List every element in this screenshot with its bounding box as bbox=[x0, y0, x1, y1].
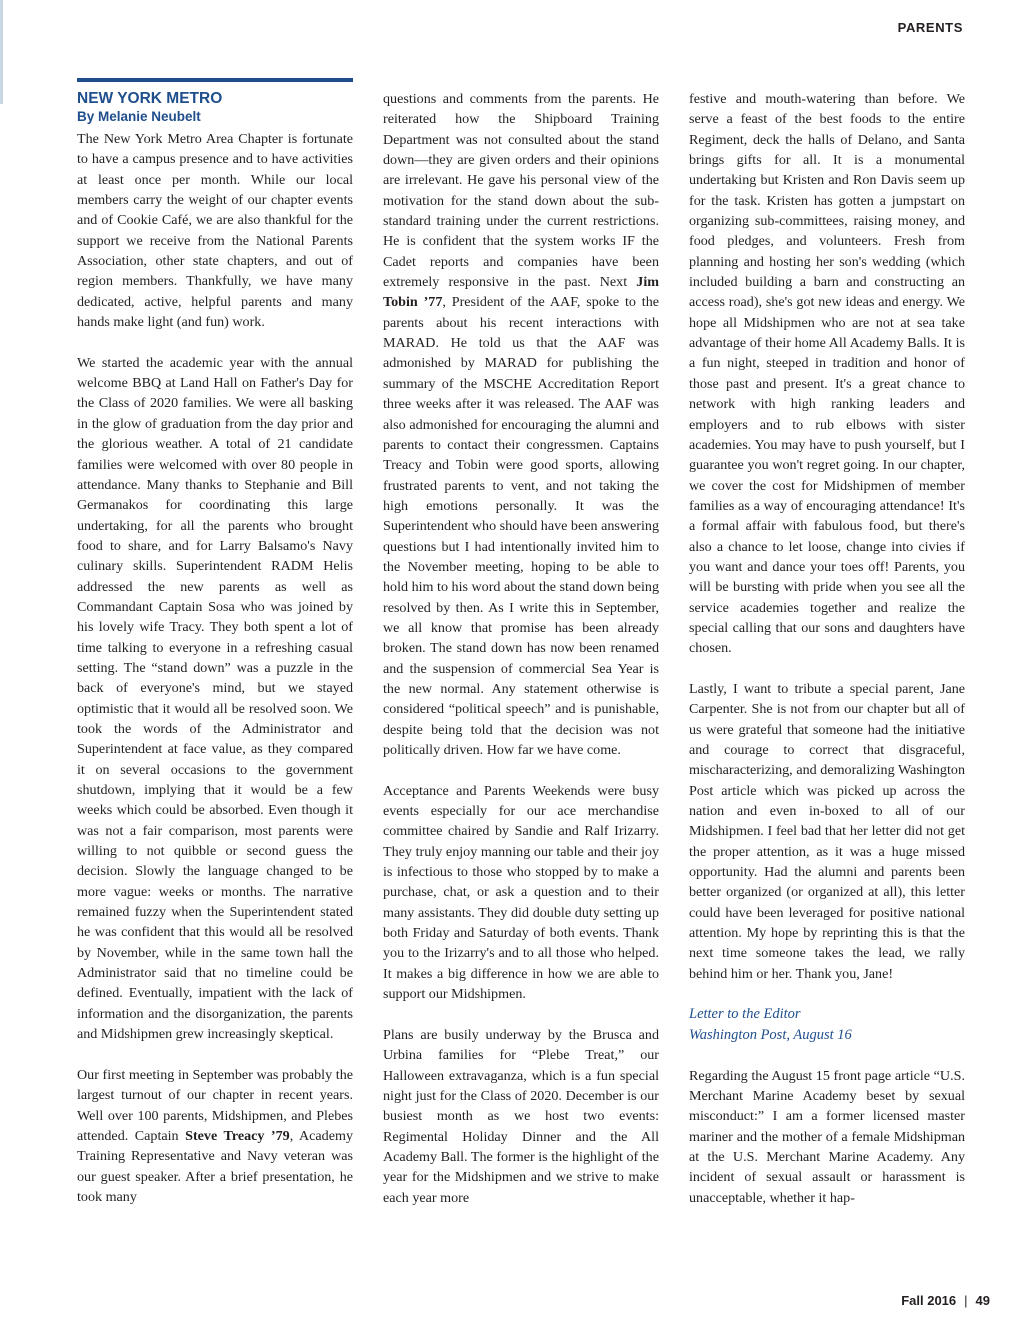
issue-label: Fall 2016 bbox=[901, 1293, 957, 1308]
paragraph bbox=[383, 89, 659, 760]
paragraph: We started the academic year with the annual welcome BBQ at Land Hall on Father's Day for the Class of 2020 families. We were all basking in the glow of graduation from the day prior and the glorious weather. A total of 21 candidate families were welcomed with over 80 people in attendance. Many thanks to Stephanie and Bill Germanakos for coordinating this large undertaking, for all the parents who brought food to share, and for Larry Balsamo's Navy culinary skills. Superintendent RADM Helis addressed the new parents as well as Commandant Captain Sosa who was joined by his lovely wife Tracy. They both spent a lot of time talking to everyone in a refreshing casual setting. The “stand down” was a puzzle in the back of everyone's mind, but we stayed optimistic that it would all be resolved soon. We took the words of the Administrator and Superintendent at face value, as they compared it on several occasions to the government shutdown, implying that it would be a few weeks which could be absorbed. Even though it was not a fair comparison, most parents were willing to not quibble or second guess the decision. Slowly the language changed to be more vague: weeks or months. The narrative remained fuzzy when the Superintendent stated he was confident that this would all be resolved by November, while in the same town hall the Administrator said that no timeline could be defined. Eventually, impatient with the lack of information and the disorganization, the parents and Midshipmen grew increasingly skeptical. bbox=[77, 354, 353, 1043]
letter-heading-line: Letter to the Editor bbox=[689, 1006, 801, 1023]
paragraph-text: , Academy Training Representative and Navy veteran was our guest speaker. After a brief presentation, he took many bbox=[77, 1127, 353, 1205]
text-column-1 bbox=[77, 89, 353, 1228]
paragraph: The New York Metro Area Chapter is fortunate to have a campus presence and to have activities at least once per month. While our local members carry the weight of our chapter events and of Cookie Café, we are also thankful for the support we receive from the National Parents Association, other state chapters, and out of region members. Thankfully, we have many dedicated, active, helpful parents and many hands make light (and fun) work. bbox=[77, 131, 353, 331]
paragraph: festive and mouth-watering than before. We serve a feast of the best foods to the entire Regiment, deck the halls of Delano, and Santa brings gifts for all. It is a monumental undertaking but Kristen and Ron Davis seem up for the task. Kristen has gotten a jumpstart on organizing sub-committees, raising money, and food pledges, and volunteers. Fresh from planning and hosting her son's wedding (which included building a barn and constructing an access road), she's got new ideas and energy. We hope all Midshipmen who are not at sea take advantage of their home All Academy Balls. It is a fun night, steeped in tradition and honor of those past and present. It's a great chance to network with high ranking leaders and employers and to rub elbows with sister academies. You may have to push yourself, but I guarantee you won't regret going. In our chapter, we cover the cost for Midshipmen of member families as a way of encouraging attendance! It's a formal affair with fabulous food, but there's also a chance to let loose, change into civies if you want and dance your toes off! Parents, you will be bursting with pride when you see all the service academies together and realize the special calling that our sons and daughters have chosen. bbox=[689, 91, 965, 657]
paragraph-text: Our first meeting in September was probably the largest turnout of our chapter in recent years. Well over 100 parents, Midshipmen, and Plebes attended. Captain bbox=[77, 1066, 353, 1144]
text-column-2 bbox=[383, 89, 659, 1228]
bold-name: Jim Tobin ’77 bbox=[383, 274, 659, 311]
paragraph: Regarding the August 15 front page article “U.S. Merchant Marine Academy beset by sexual misconduct:” I am a former licensed master mariner and the mother of a female Midshipman at the U.S. Merchant Marine Academy. Any incident of sexual assault or harassment is unacceptable, whether it hap- bbox=[689, 1067, 965, 1206]
paragraph-text: questions and comments from the parents. He reiterated how the Shipboard Training Department was not consulted about the stand down—they are given orders and their opinions are irrelevant. He gave his personal view of the motivation for the stand down about the sub-standard training under the current restrictions. He is confident that the system works IF the Cadet reports and companies have been extremely responsive in the past. Next bbox=[383, 91, 659, 291]
footer-separator: | bbox=[964, 1293, 968, 1308]
page-number: 49 bbox=[975, 1293, 990, 1308]
paragraph: Plans are busily underway by the Brusca and Urbina families for “Plebe Treat,” our Halloween extravaganza, which is a fun special night just for the Class of 2020. December is our busiest month as we host two events: Regimental Holiday Dinner and the All Academy Ball. The former is the highlight of the year for the Midshipmen and we strive to make each year more bbox=[383, 1026, 659, 1206]
text-column-3 bbox=[689, 89, 965, 1228]
page-footer bbox=[901, 1293, 990, 1308]
letter-heading-line: Washington Post, August 16 bbox=[689, 1026, 852, 1043]
letter-heading bbox=[689, 1004, 965, 1045]
paragraph bbox=[77, 1065, 353, 1207]
paragraph: Acceptance and Parents Weekends were busy events especially for our ace merchandise committee chaired by Sandie and Ralf Irizarry. They truly enjoy manning our table and their joy is infectious to those who stopped by to make a purchase, chat, or ask a question and to their many assistants. They did double duty setting up both Friday and Saturday of both events. Thank you to the Irizarry's and to all those who helped. It makes a big difference in how we are able to support our Midshipmen. bbox=[383, 782, 659, 1003]
article-heading-bar bbox=[77, 78, 353, 82]
page-edge-rule bbox=[0, 0, 3, 104]
section-label: PARENTS bbox=[897, 20, 963, 35]
article-title: NEW YORK METRO bbox=[77, 90, 223, 107]
article-byline: By Melanie Neubelt bbox=[77, 109, 201, 124]
bold-name: Steve Treacy ’79 bbox=[185, 1127, 290, 1144]
paragraph: Lastly, I want to tribute a special parent, Jane Carpenter. She is not from our chapter but all of us were grateful that someone had the initiative and courage to correct that disgraceful, mischaracterizing, and demoralizing Washington Post article which was picked up across the nation and even in-boxed to all of our Midshipmen. I feel bad that her letter did not get the proper attention, as it was a huge missed opportunity. Had the alumni and parents been better organized (or organized at all), this letter could have been leveraged for positive national attention. My hope by reprinting this is that the next time someone takes the lead, we rally behind him or her. Thank you, Jane! bbox=[689, 680, 965, 982]
paragraph-text: , President of the AAF, spoke to the parents about his recent interactions with MARAD. He told us that the AAF was admonished by MARAD for publishing the summary of the MSCHE Accreditation Report three weeks after it was released. The AAF was also admonished for encouraging the alumni and parents to contact their congressmen. Captains Treacy and Tobin were good sports, allowing frustrated parents to vent, and not taking the high emotions personally. It was the Superintendent who should have been answering questions but I had intentionally invited him to the November meeting, hoping to be able to hold him to his word about the stand down being resolved by then. As I write this in September, we all know that promise has been already broken. The stand down has now been renamed and the suspension of commercial Sea Year is the new normal. Any statement otherwise is considered “political speech” and is punishable, despite being told that the decision was not politically driven. How far we have come. bbox=[383, 294, 659, 758]
